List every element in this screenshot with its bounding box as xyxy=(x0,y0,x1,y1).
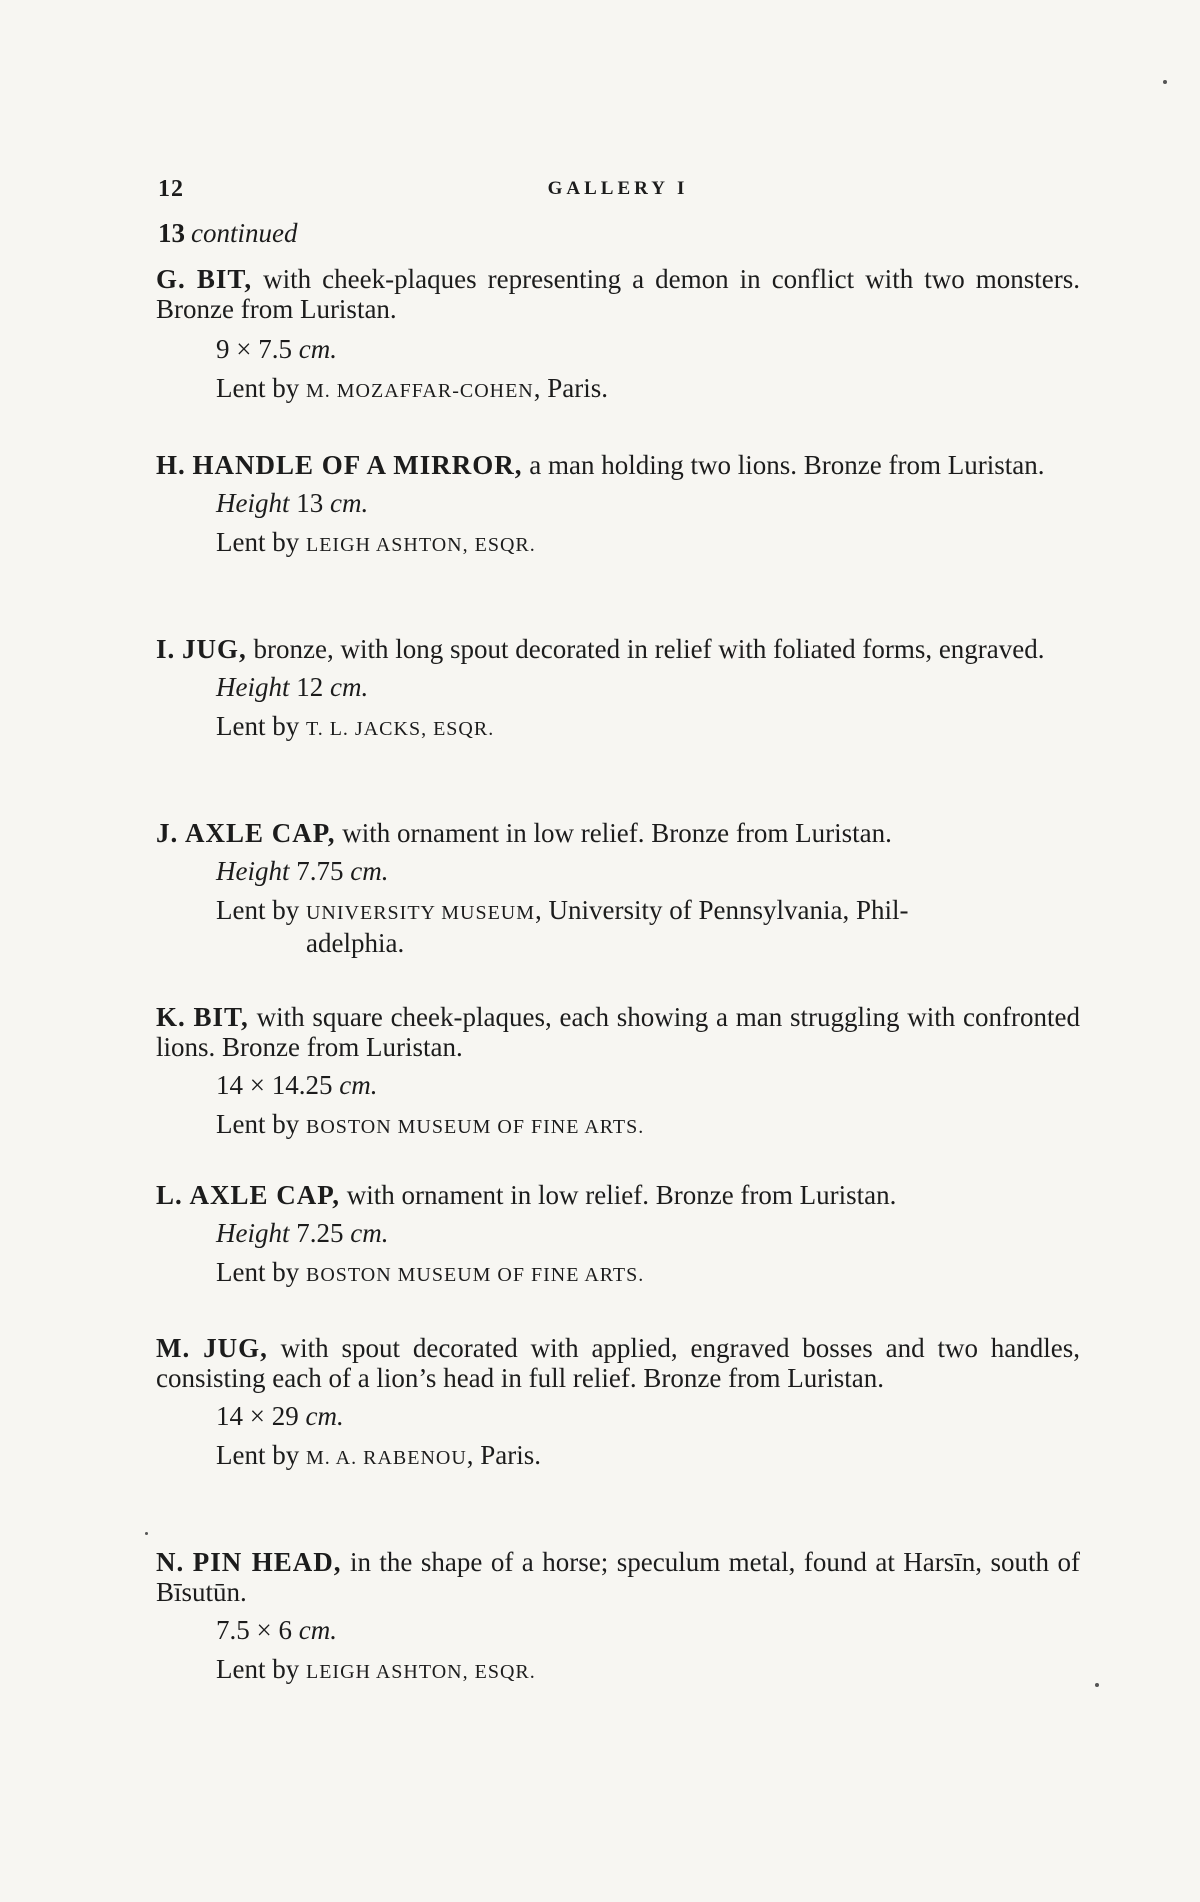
catalogue-entry-h xyxy=(156,450,1080,560)
dimension-value: 14 × 14.25 xyxy=(216,1070,340,1100)
continued-word: continued xyxy=(191,218,298,248)
entry-lender xyxy=(216,1654,1080,1687)
entry-letter: K. xyxy=(156,1002,186,1032)
lender-name: T. L. JACKS, ESQR. xyxy=(305,718,495,740)
entry-text: with square cheek-plaques, each showing a man struggling with confronted lions. Bronze from Luristan. xyxy=(156,1002,1080,1062)
lent-by-label: Lent by xyxy=(216,1440,306,1470)
entry-title: JUG, xyxy=(203,1333,268,1363)
lender-suffix: , Paris. xyxy=(466,1440,542,1470)
catalogue-entry-l xyxy=(156,1180,1080,1290)
entry-lender xyxy=(216,373,1080,406)
entry-dimensions xyxy=(216,1401,1080,1432)
entry-description xyxy=(156,1180,1080,1210)
entry-letter: L. xyxy=(156,1180,183,1210)
lender-name: BOSTON MUSEUM OF FINE ARTS. xyxy=(305,1116,645,1138)
entry-dimensions xyxy=(216,1070,1080,1101)
dimension-unit: cm. xyxy=(350,856,389,886)
entry-description xyxy=(156,818,1080,848)
lent-by-label: Lent by xyxy=(216,373,306,403)
page-speck xyxy=(1163,80,1167,84)
catalogue-entry-g xyxy=(156,264,1080,406)
entry-lender xyxy=(216,1109,1080,1142)
continued-heading xyxy=(158,218,297,249)
entry-title: PIN HEAD, xyxy=(192,1547,342,1577)
lent-by-label: Lent by xyxy=(216,1257,306,1287)
dimension-label: Height xyxy=(216,1218,290,1248)
dimension-unit: cm. xyxy=(298,334,337,364)
lender-name: LEIGH ASHTON, ESQR. xyxy=(305,1661,536,1683)
entry-lender xyxy=(216,711,1080,744)
page-speck xyxy=(145,1532,148,1535)
entry-description xyxy=(156,1333,1080,1393)
entry-letter: I. xyxy=(156,634,176,664)
entry-lender xyxy=(216,895,1080,958)
dimension-value: 12 xyxy=(289,672,330,702)
entry-description xyxy=(156,1002,1080,1062)
dimension-unit: cm. xyxy=(330,672,369,702)
catalogue-entry-m xyxy=(156,1333,1080,1473)
entry-text: a man holding two lions. Bronze from Luristan. xyxy=(522,450,1045,480)
dimension-label: Height xyxy=(216,856,290,886)
catalogue-entry-k xyxy=(156,1002,1080,1142)
entry-letter: N. xyxy=(156,1547,185,1577)
lender-name: LEIGH ASHTON, ESQR. xyxy=(305,534,536,556)
entry-letter: J. xyxy=(156,818,179,848)
dimension-unit: cm. xyxy=(305,1401,344,1431)
lender-continuation: adelphia. xyxy=(306,928,405,958)
dimension-label: Height xyxy=(216,672,290,702)
lender-name: M. A. RABENOU xyxy=(305,1447,467,1469)
dimension-unit: cm. xyxy=(330,488,369,518)
entry-title: HANDLE OF A MIRROR, xyxy=(192,450,523,480)
entry-text: with spout decorated with applied, engraved bosses and two handles, consisting each of a lion’s head in full relief. Bronze from Luristan. xyxy=(156,1333,1081,1393)
dimension-label: Height xyxy=(216,488,290,518)
lent-by-label: Lent by xyxy=(216,1109,306,1139)
entry-text: in the shape of a horse; speculum metal, found at Harsīn, south of Bīsutūn. xyxy=(156,1547,1080,1607)
entry-description xyxy=(156,634,1080,664)
section-title: GALLERY I xyxy=(547,178,689,199)
entry-dimensions xyxy=(216,488,1080,519)
dimension-unit: cm. xyxy=(339,1070,378,1100)
lender-name: M. MOZAFFAR-COHEN xyxy=(305,380,534,402)
entry-description xyxy=(156,450,1080,480)
continued-number: 13 xyxy=(158,218,185,248)
page-speck xyxy=(1095,1683,1099,1687)
lent-by-label: Lent by xyxy=(216,527,306,557)
entry-title: JUG, xyxy=(182,634,247,664)
dimension-unit: cm. xyxy=(298,1615,337,1645)
entry-dimensions xyxy=(216,856,1080,887)
entry-lender xyxy=(216,527,1080,560)
entry-text: with ornament in low relief. Bronze from Luristan. xyxy=(335,818,892,848)
entry-dimensions xyxy=(216,1615,1080,1646)
page-number: 12 xyxy=(158,176,184,202)
lent-by-label: Lent by xyxy=(216,711,306,741)
entry-dimensions xyxy=(216,334,1080,365)
entry-description xyxy=(156,264,1080,324)
entry-dimensions xyxy=(216,1218,1080,1249)
dimension-unit: cm. xyxy=(350,1218,389,1248)
entry-title: BIT, xyxy=(193,1002,249,1032)
dimension-value: 14 × 29 xyxy=(216,1401,306,1431)
lent-by-label: Lent by xyxy=(216,895,306,925)
dimension-value: 9 × 7.5 xyxy=(216,334,299,364)
catalogue-entry-i xyxy=(156,634,1080,744)
dimension-value: 7.5 × 6 xyxy=(216,1615,299,1645)
lent-by-label: Lent by xyxy=(216,1654,306,1684)
lender-name: UNIVERSITY MUSEUM xyxy=(305,902,536,924)
entry-title: BIT, xyxy=(196,264,253,294)
entry-letter: H. xyxy=(156,450,186,480)
entry-title: AXLE CAP, xyxy=(185,818,336,848)
entry-title: AXLE CAP, xyxy=(189,1180,341,1210)
entry-description xyxy=(156,1547,1080,1607)
entry-lender xyxy=(216,1440,1080,1473)
dimension-value: 7.25 xyxy=(289,1218,351,1248)
dimension-value: 13 xyxy=(289,488,330,518)
entry-dimensions xyxy=(216,672,1080,703)
entry-letter: M. xyxy=(156,1333,191,1363)
running-head xyxy=(158,176,1078,206)
entry-letter: G. xyxy=(156,264,186,294)
dimension-value: 7.75 xyxy=(289,856,351,886)
catalogue-entry-n xyxy=(156,1547,1080,1687)
catalogue-entry-j xyxy=(156,818,1080,958)
entry-text: with ornament in low relief. Bronze from Luristan. xyxy=(340,1180,897,1210)
lender-suffix: , Paris. xyxy=(533,373,608,403)
lender-suffix: , University of Pennsylvania, Phil- xyxy=(535,895,909,925)
lender-name: BOSTON MUSEUM OF FINE ARTS. xyxy=(305,1264,645,1286)
entry-text: bronze, with long spout decorated in relief with foliated forms, engraved. xyxy=(246,634,1045,664)
entry-text: with cheek-plaques representing a demon in conflict with two monsters. Bronze from Luristan. xyxy=(156,264,1081,324)
entry-lender xyxy=(216,1257,1080,1290)
